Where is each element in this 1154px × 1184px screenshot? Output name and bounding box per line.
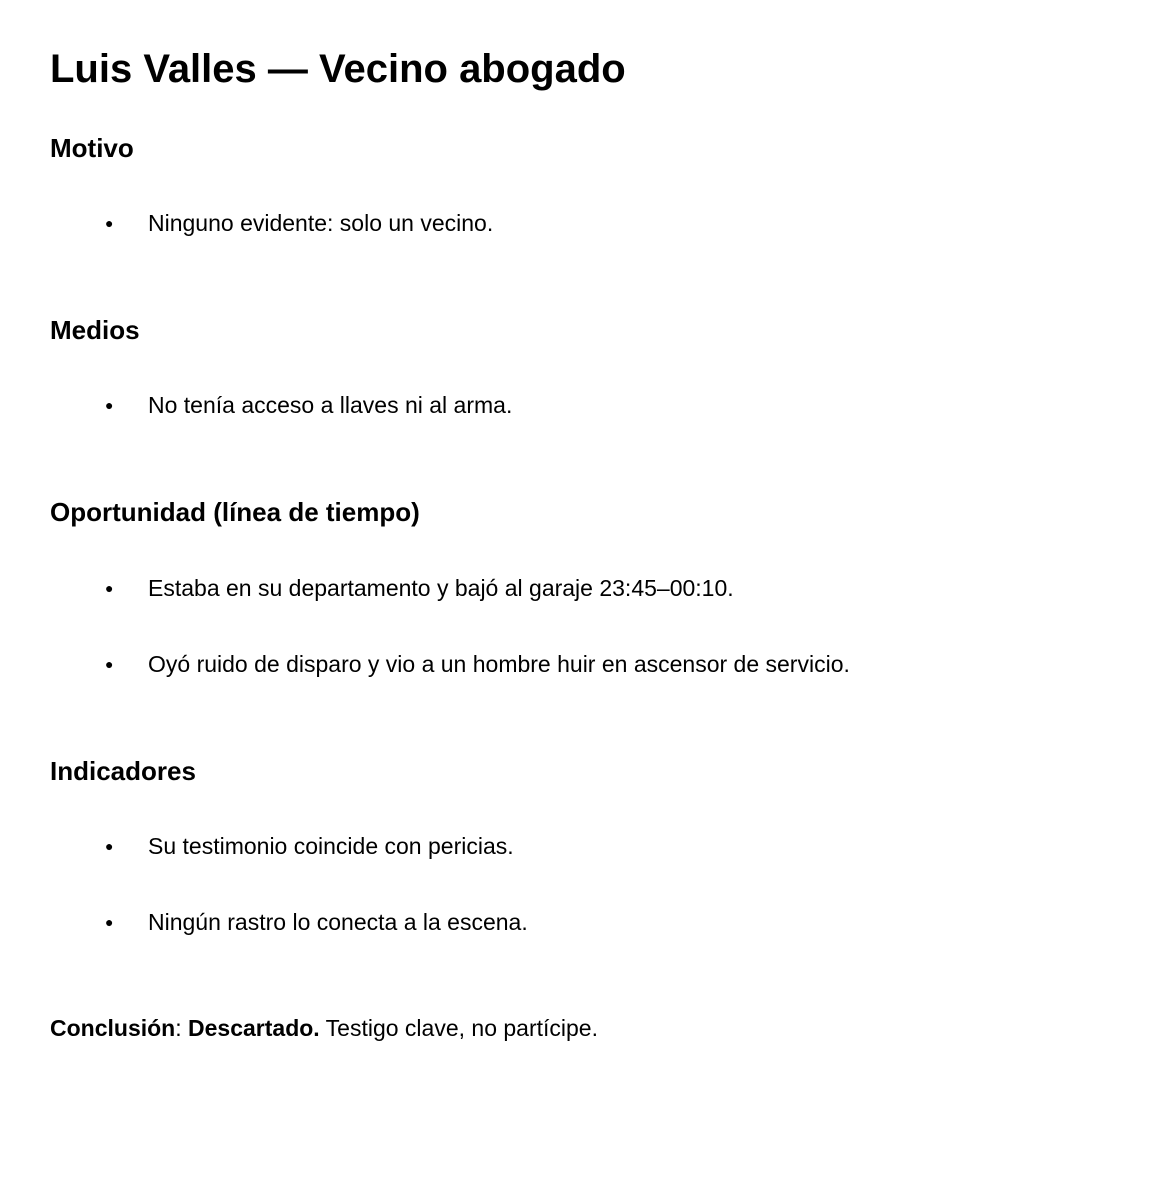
list-item-text: Su testimonio coincide con pericias. xyxy=(148,832,514,859)
list-item xyxy=(50,572,1104,604)
section-heading-motivo: Motivo xyxy=(50,133,134,163)
list-item-text: Estaba en su departamento y bajó al garaje 23:45–00:10. xyxy=(148,574,734,601)
list-item-text: Ninguno evidente: solo un vecino. xyxy=(148,210,494,237)
bullet-icon: ● xyxy=(105,655,114,672)
list-item xyxy=(50,648,1104,680)
list-item xyxy=(50,830,1104,862)
list-item xyxy=(50,207,1104,239)
list-item xyxy=(50,906,1104,938)
conclusion-note: Testigo clave, no partícipe. xyxy=(319,1014,598,1041)
bullet-icon: ● xyxy=(105,913,114,930)
bullet-icon: ● xyxy=(105,837,114,854)
section-heading-indicadores: Indicadores xyxy=(50,755,196,786)
section-heading-oportunidad: Oportunidad (línea de tiempo) xyxy=(50,497,420,528)
bullet-icon: ● xyxy=(105,397,114,414)
page-title: Luis Valles — Vecino abogado xyxy=(50,47,626,91)
bullet-icon: ● xyxy=(105,215,114,232)
conclusion-verdict: Descartado. xyxy=(188,1014,320,1041)
conclusion-colon: : xyxy=(175,1014,189,1041)
section-heading-medios: Medios xyxy=(50,315,140,346)
conclusion-paragraph xyxy=(50,1012,1104,1044)
list-item-text: Ningún rastro lo conecta a la escena. xyxy=(148,908,528,935)
list-item-text: Oyó ruido de disparo y vio a un hombre huir en ascensor de servicio. xyxy=(148,650,850,677)
list-item xyxy=(50,389,1104,421)
bullet-icon: ● xyxy=(105,579,114,596)
list-item-text: No tenía acceso a llaves ni al arma. xyxy=(148,392,513,419)
conclusion-label: Conclusión xyxy=(50,1014,176,1041)
